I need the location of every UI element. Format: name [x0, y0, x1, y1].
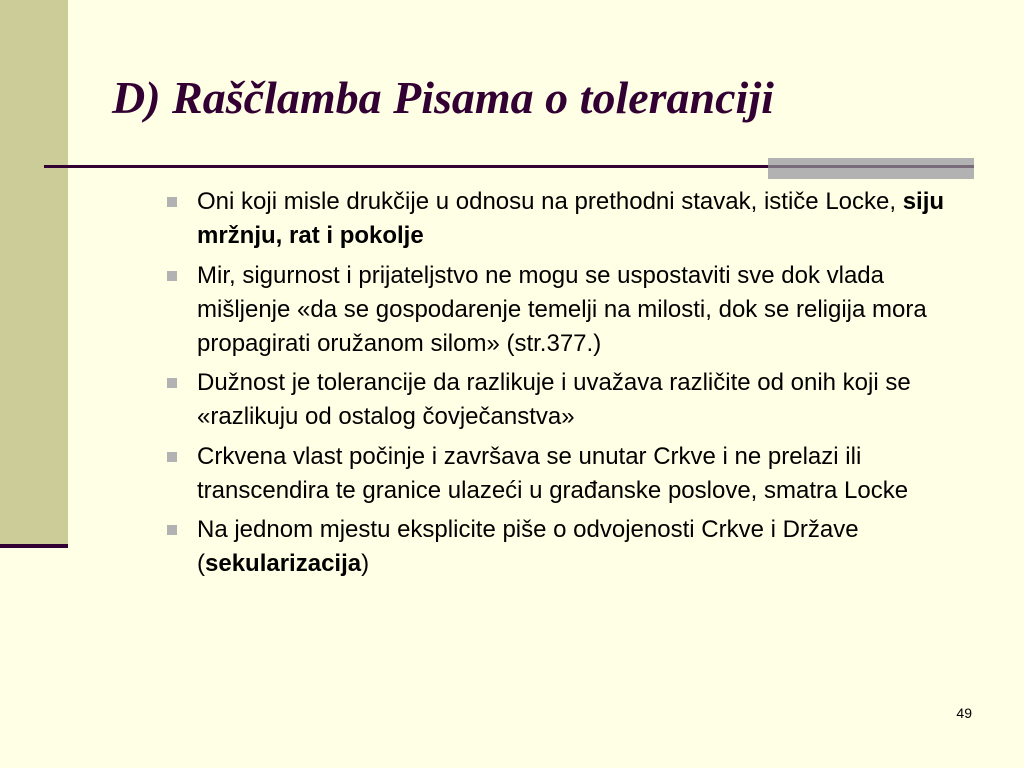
square-bullet-icon [167, 378, 177, 388]
bullet-item [164, 366, 974, 434]
bullet-item [164, 440, 974, 508]
bullet-item [164, 513, 974, 581]
bullet-item [164, 259, 974, 361]
bullet-text [197, 443, 908, 504]
bullet-item [164, 185, 974, 253]
side-decoration-line [0, 544, 68, 548]
bullet-text-regular: Oni koji misle drukčije u odnosu na prethodni stavak, ističe Locke, [197, 188, 903, 215]
bullet-text [197, 369, 911, 430]
title-accent-bar [768, 158, 974, 179]
bullet-text-bold: sekularizacija [205, 550, 362, 577]
bullet-text-regular: Na jednom mjestu eksplicite piše o odvojenosti Crkve i Države ( [197, 516, 859, 577]
side-decoration-band [0, 0, 68, 544]
bullet-text [197, 516, 859, 577]
bullet-text [197, 188, 944, 249]
page-number: 49 [956, 705, 972, 721]
bullet-text-regular: Dužnost je tolerancije da razlikuje i uvažava različite od onih koji se «razlikuju od ostalog čovječanstva» [197, 369, 911, 430]
title-accent-bar-line [768, 165, 974, 168]
bullet-text-regular: Crkvena vlast počinje i završava se unutar Crkve i ne prelazi ili transcendira te granice ulazeći u građanske poslove, smatra Locke [197, 442, 909, 504]
slide-title: D) Raščlamba Pisama o toleranciji [112, 72, 774, 123]
bullet-text-bold: siju mržnju, rat i pokolje [197, 188, 945, 249]
bullet-list [164, 185, 974, 587]
bullet-text-regular: Mir, sigurnost i prijateljstvo ne mogu se uspostaviti sve dok vlada mišljenje «da se gospodarenje temelji na milosti, dok se religija mora propagirati oružanom silom» (str.377.) [197, 261, 927, 357]
square-bullet-icon [167, 452, 177, 462]
square-bullet-icon [167, 271, 177, 281]
square-bullet-icon [167, 197, 177, 207]
square-bullet-icon [167, 525, 177, 535]
bullet-text-after: ) [361, 550, 370, 577]
bullet-text [197, 262, 927, 357]
